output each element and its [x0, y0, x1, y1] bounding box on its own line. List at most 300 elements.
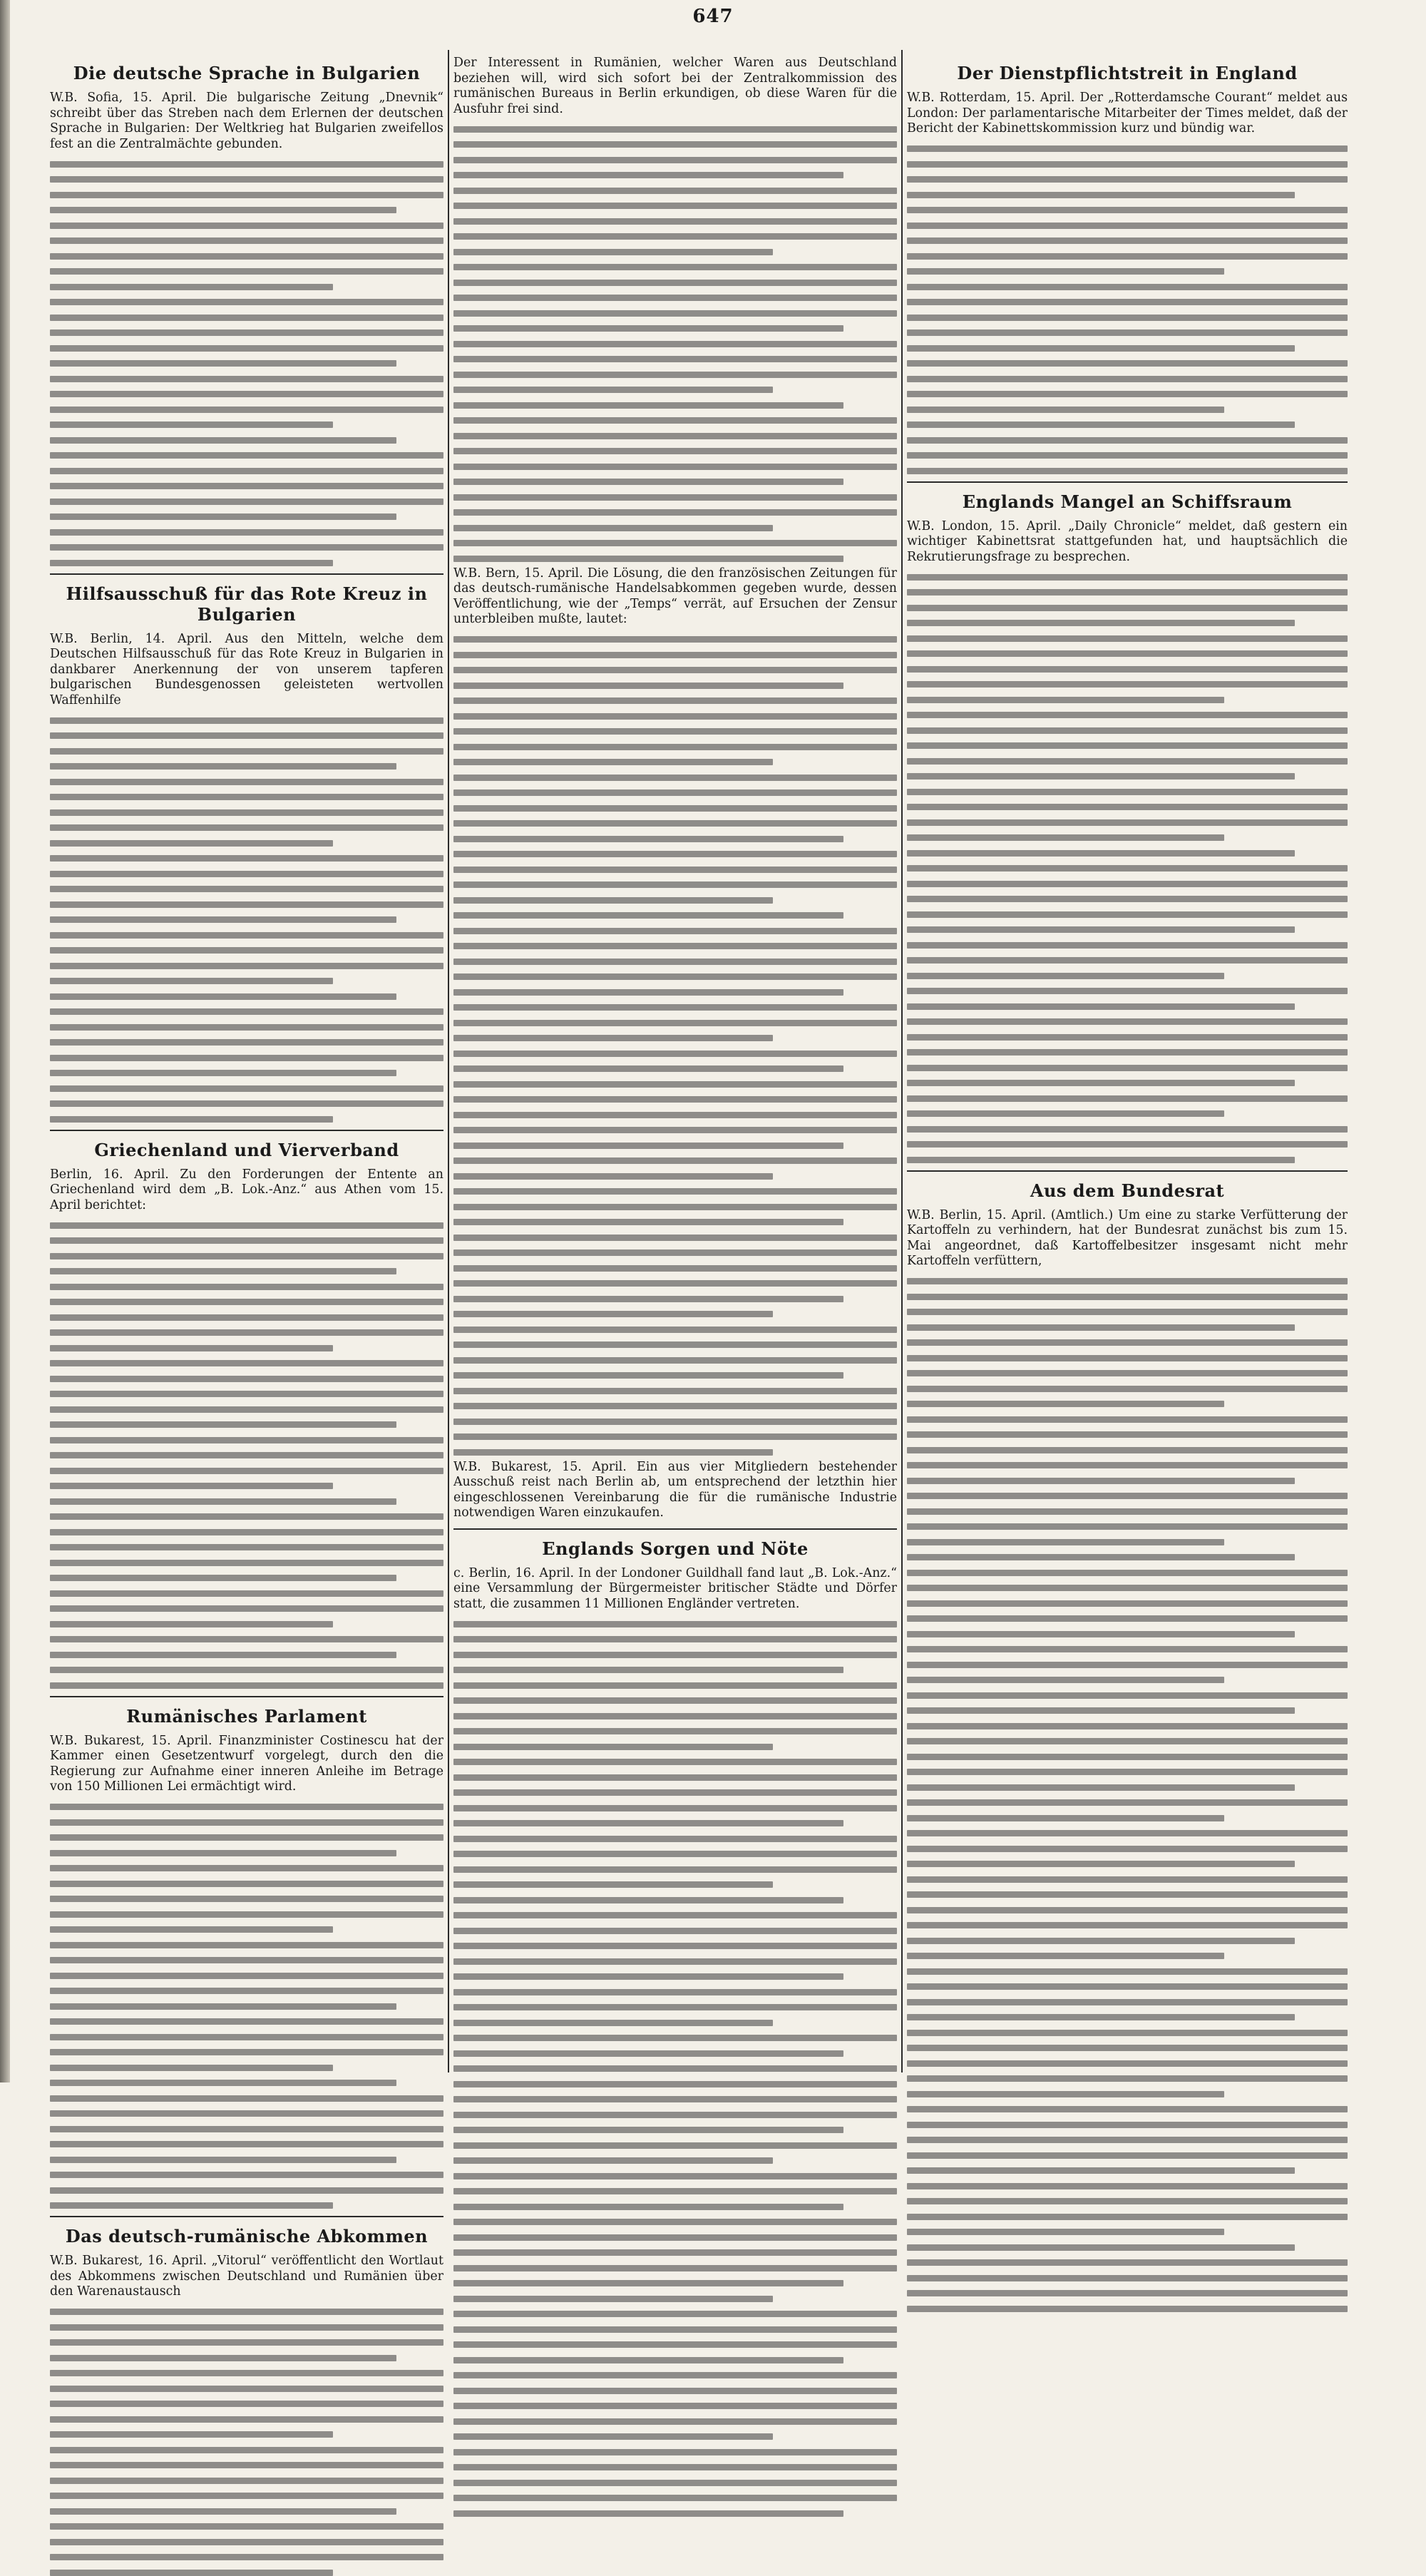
- column-rule: [901, 50, 903, 2072]
- text-line: [907, 666, 1348, 673]
- text-line: [907, 1355, 1348, 1361]
- text-line: [50, 886, 443, 892]
- text-line: [50, 1376, 443, 1382]
- text-line: [907, 1309, 1348, 1315]
- text-line: [453, 509, 897, 516]
- text-line: [453, 1419, 897, 1425]
- text-line: [907, 237, 1348, 244]
- text-line: [453, 1065, 843, 1072]
- text-line: [453, 1652, 897, 1658]
- article-lead: W.B. Bukarest, 15. April. Ein aus vier Mitgliedern bestehender Ausschuß reist nach Berlin ab, um entsprechend der letzthin hier eingeschlossenen Vereinbarung die für die rumänische Industrie notwendigen Waren einzukaufen.: [453, 1459, 897, 1520]
- text-line: [453, 1667, 843, 1673]
- text-line: [907, 2306, 1348, 2312]
- text-line: [907, 376, 1348, 382]
- text-line: [907, 589, 1348, 596]
- text-line: [453, 1989, 897, 1995]
- text-line: [50, 1452, 443, 1458]
- text-line: [453, 744, 897, 750]
- text-line: [907, 1983, 1348, 1990]
- text-line: [50, 932, 443, 939]
- text-line: [907, 1891, 1348, 1898]
- article-body: [50, 717, 443, 1123]
- text-line: [453, 2265, 897, 2271]
- text-line: [453, 805, 897, 812]
- text-line: [453, 325, 843, 332]
- text-line: [453, 1943, 897, 1949]
- text-line: [453, 1433, 897, 1440]
- text-line: [907, 1003, 1295, 1010]
- text-line: [907, 161, 1348, 168]
- text-line: [50, 871, 443, 877]
- text-line: [50, 1085, 443, 1092]
- text-line: [453, 1928, 897, 1934]
- text-line: [907, 1386, 1348, 1392]
- text-line: [50, 1222, 443, 1229]
- text-line: [50, 1437, 443, 1443]
- text-line: [453, 2020, 773, 2026]
- article-bukarest-ausschuss: [453, 1460, 897, 1521]
- text-line: [50, 717, 443, 724]
- text-line: [453, 341, 897, 347]
- text-line: [907, 942, 1348, 949]
- text-line: [50, 1483, 333, 1489]
- text-line: [907, 1141, 1348, 1148]
- text-line: [907, 1692, 1348, 1699]
- text-line: [50, 1391, 443, 1397]
- text-line: [907, 437, 1348, 444]
- text-line: [453, 1327, 897, 1333]
- text-line: [907, 223, 1348, 229]
- text-line: [453, 1219, 843, 1225]
- text-line: [453, 203, 897, 209]
- text-line: [50, 2080, 396, 2086]
- text-line: [50, 2003, 396, 2010]
- text-line: [907, 421, 1295, 428]
- text-line: [453, 1296, 843, 1302]
- text-line: [907, 574, 1348, 581]
- article-lead: W.B. Sofia, 15. April. Die bulgarische Zeitung „Dnevnik“ schreibt über das Streben nach dem Erlernen der deutschen Sprache in Bulgarien: Der Weltkrieg hat Bulgarien zweifellos fest an die Zentralmächte gebunden.: [50, 91, 443, 151]
- text-line: [453, 2127, 843, 2133]
- text-line: [50, 2172, 443, 2178]
- article-deutsche-sprache-bulgarien: [50, 63, 443, 566]
- text-line: [907, 2137, 1348, 2143]
- text-line: [50, 2049, 443, 2055]
- text-line: [453, 851, 897, 857]
- text-line: [50, 1850, 396, 1856]
- text-line: [453, 928, 897, 934]
- text-line: [907, 2122, 1348, 2128]
- text-line: [907, 1585, 1348, 1591]
- article-bundesrat: [907, 1180, 1348, 2312]
- text-line: [907, 1095, 1348, 1102]
- text-line: [453, 1728, 897, 1734]
- text-line: [50, 2370, 443, 2376]
- text-line: [50, 2110, 443, 2117]
- text-line: [907, 697, 1224, 703]
- text-line: [453, 2388, 897, 2394]
- text-line: [50, 1682, 443, 1689]
- article-lead: c. Berlin, 16. April. In der Londoner Guildhall fand laut „B. Lok.-Anz.“ eine Versammlung der Bürgermeister britischer Städte und Dörfer statt, die zusammen 11 Millionen Engländer vertreten.: [453, 1565, 897, 1611]
- text-line: [907, 926, 1295, 933]
- text-line: [907, 1324, 1295, 1331]
- text-line: [907, 1508, 1348, 1515]
- text-line: [907, 253, 1348, 260]
- text-line: [453, 233, 897, 240]
- text-line: [50, 1314, 443, 1321]
- text-line: [453, 417, 897, 424]
- text-line: [907, 391, 1348, 397]
- text-line: [453, 2464, 897, 2470]
- text-line: [50, 2447, 443, 2453]
- article-rumaenisches-parlament: [50, 1706, 443, 2209]
- text-line: [50, 916, 396, 923]
- text-line: [50, 1973, 443, 1979]
- text-line: [907, 1861, 1295, 1867]
- text-line: [907, 911, 1348, 918]
- text-line: [907, 742, 1348, 749]
- text-line: [50, 763, 396, 770]
- text-line: [907, 468, 1348, 474]
- text-line: [50, 2141, 443, 2147]
- text-line: [907, 1754, 1348, 1760]
- text-line: [50, 237, 443, 244]
- text-line: [907, 1110, 1224, 1117]
- text-line: [907, 635, 1348, 642]
- text-line: [50, 779, 443, 785]
- text-line: [453, 2418, 897, 2425]
- text-line: [453, 2357, 843, 2363]
- text-line: [907, 207, 1348, 213]
- text-line: [453, 1051, 897, 1057]
- text-line: [453, 1973, 843, 1980]
- article-bern: [453, 566, 897, 1456]
- text-line: [453, 1388, 897, 1394]
- text-line: [50, 207, 396, 213]
- text-line: [50, 513, 396, 520]
- text-line: [907, 1769, 1348, 1775]
- text-line: [907, 1539, 1224, 1545]
- article-lead: W.B. Rotterdam, 15. April. Der „Rotterdamsche Courant“ meldet aus London: Der parlamentarische Mitarbeiter der Times meldet, daß der Bericht der Kabinettskommission kurz und bündig war.: [907, 91, 1348, 136]
- article-divider: [453, 1528, 897, 1530]
- text-line: [907, 1080, 1295, 1086]
- text-line: [50, 1406, 443, 1413]
- text-line: [907, 850, 1295, 857]
- text-line: [907, 2030, 1348, 2036]
- text-line: [907, 315, 1348, 321]
- column-rule: [448, 50, 449, 2072]
- text-line: [907, 2014, 1295, 2020]
- text-line: [453, 2280, 843, 2286]
- article-schiffsraum: [907, 491, 1348, 1163]
- text-line: [50, 1590, 443, 1597]
- text-line: [453, 1372, 843, 1379]
- text-line: [453, 1081, 897, 1088]
- text-line: [907, 145, 1348, 152]
- text-line: [453, 636, 897, 643]
- text-line: [453, 1881, 773, 1888]
- text-line: [907, 804, 1348, 810]
- text-line: [50, 1575, 396, 1581]
- text-line: [50, 1468, 443, 1474]
- text-line: [50, 1667, 443, 1673]
- text-line: [50, 2339, 443, 2346]
- text-line: [50, 993, 396, 1000]
- article-headline: Der Dienstpflichtstreit in England: [957, 63, 1298, 83]
- text-line: [50, 2034, 443, 2040]
- article-body: [453, 636, 897, 1456]
- text-line: [907, 192, 1295, 198]
- text-line: [453, 126, 897, 133]
- text-line: [907, 2091, 1224, 2097]
- text-line: [907, 1294, 1348, 1300]
- text-line: [453, 556, 843, 562]
- text-line: [907, 1600, 1348, 1607]
- text-line: [453, 1851, 897, 1857]
- text-line: [907, 1034, 1348, 1041]
- text-line: [453, 2495, 897, 2501]
- text-line: [907, 1478, 1295, 1484]
- text-line: [453, 943, 897, 949]
- text-line: [453, 1403, 897, 1409]
- article-dienstpflichtstreit: [907, 63, 1348, 474]
- article-body: [50, 161, 443, 566]
- text-line: [453, 387, 773, 393]
- text-line: [50, 176, 443, 183]
- text-line: [453, 2173, 897, 2179]
- text-line: [453, 1682, 897, 1689]
- text-line: [907, 1157, 1295, 1163]
- text-line: [907, 1126, 1348, 1133]
- text-line: [453, 1759, 897, 1765]
- text-line: [907, 1738, 1348, 1744]
- text-line: [50, 268, 443, 275]
- text-line: [453, 1713, 897, 1719]
- text-line: [453, 1744, 773, 1750]
- text-line: [50, 2570, 333, 2576]
- text-line: [50, 1284, 443, 1290]
- text-line: [50, 809, 443, 816]
- text-line: [50, 345, 443, 352]
- text-line: [907, 2106, 1348, 2112]
- article-headline: Englands Mangel an Schiffsraum: [962, 491, 1293, 512]
- text-line: [907, 1968, 1348, 1975]
- text-line: [453, 973, 897, 980]
- article-divider: [50, 1130, 443, 1131]
- column-2: [453, 56, 897, 2068]
- text-line: [453, 540, 897, 546]
- text-line: [453, 2112, 897, 2118]
- text-line: [907, 345, 1295, 352]
- text-line: [50, 223, 443, 229]
- text-line: [50, 947, 443, 954]
- text-line: [907, 284, 1348, 290]
- text-line: [907, 727, 1348, 734]
- text-line: [50, 253, 443, 260]
- text-line: [453, 1341, 897, 1348]
- article-headline: Griechenland und Vierverband: [94, 1139, 399, 1160]
- text-line: [907, 2214, 1348, 2220]
- text-line: [453, 2065, 897, 2072]
- text-line: [453, 1143, 843, 1149]
- text-line: [907, 1570, 1348, 1576]
- text-line: [453, 280, 897, 286]
- article-headline: Die deutsche Sprache in Bulgarien: [73, 63, 421, 83]
- text-line: [907, 1999, 1348, 2005]
- text-line: [50, 299, 443, 305]
- article-lead: W.B. Bukarest, 16. April. „Vitorul“ veröffentlicht den Wortlaut des Abkommens zwischen Deutschland und Rumänien über den Warenaustausch: [50, 2254, 443, 2299]
- article-headline: Hilfsausschuß für das Rote Kreuz in Bulgarien: [66, 583, 428, 625]
- text-line: [453, 433, 897, 439]
- text-line: [907, 1401, 1224, 1407]
- text-line: [907, 1049, 1348, 1056]
- text-line: [453, 1311, 773, 1317]
- text-line: [50, 437, 396, 444]
- text-line: [907, 1846, 1348, 1852]
- text-line: [50, 1988, 443, 1994]
- text-line: [50, 529, 443, 536]
- text-line: [453, 881, 897, 888]
- text-line: [907, 1662, 1348, 1668]
- text-line: [907, 329, 1348, 336]
- text-line: [907, 681, 1348, 688]
- text-line: [907, 973, 1224, 979]
- text-line: [50, 1345, 333, 1351]
- article-abkommen-continued: [453, 56, 897, 562]
- text-line: [50, 468, 443, 474]
- text-line: [907, 2244, 1295, 2251]
- text-line: [50, 499, 443, 505]
- text-line: [907, 834, 1224, 841]
- text-line: [907, 1876, 1348, 1883]
- text-line: [453, 1112, 897, 1118]
- text-line: [50, 1116, 333, 1123]
- text-line: [453, 2157, 773, 2164]
- text-line: [453, 1004, 897, 1011]
- text-line: [50, 2462, 443, 2468]
- text-line: [453, 1204, 897, 1210]
- text-line: [50, 1560, 443, 1566]
- text-line: [453, 310, 897, 317]
- text-line: [50, 1008, 443, 1015]
- text-line: [50, 1834, 443, 1841]
- text-line: [907, 1523, 1348, 1530]
- text-line: [453, 1265, 897, 1272]
- page-edge: [0, 0, 10, 2082]
- text-line: [453, 188, 897, 194]
- text-line: [50, 855, 443, 862]
- text-line: [907, 1677, 1224, 1683]
- page-number: 647: [692, 6, 734, 27]
- text-line: [453, 1836, 897, 1842]
- text-line: [453, 1280, 897, 1287]
- text-line: [453, 295, 897, 301]
- text-line: [907, 1723, 1348, 1729]
- text-line: [50, 1804, 443, 1810]
- text-line: [907, 957, 1348, 964]
- text-line: [453, 2403, 897, 2409]
- text-line: [907, 712, 1348, 718]
- text-line: [50, 2386, 443, 2392]
- text-line: [453, 713, 897, 720]
- text-line: [453, 652, 897, 658]
- text-line: [50, 1055, 443, 1061]
- text-line: [50, 2095, 443, 2102]
- text-line: [453, 402, 843, 409]
- article-body: [50, 1804, 443, 2209]
- text-line: [453, 2372, 897, 2378]
- text-line: [50, 1865, 443, 1871]
- text-line: [453, 1774, 897, 1781]
- article-lead: Berlin, 16. April. Zu den Forderungen der Entente an Griechenland wird dem „B. Lok.-Anz.“ aus Athen vom 15. April berichtet:: [50, 1167, 443, 1212]
- text-line: [453, 775, 897, 781]
- text-line: [453, 141, 897, 148]
- text-line: [453, 959, 897, 965]
- article-headline: Aus dem Bundesrat: [1030, 1180, 1225, 1201]
- column-1: [50, 56, 443, 2299]
- column-3: [907, 56, 1348, 2068]
- text-line: [50, 421, 333, 428]
- text-line: [50, 1529, 443, 1535]
- text-line: [453, 1958, 897, 1965]
- text-line: [453, 356, 897, 362]
- article-divider: [50, 2216, 443, 2217]
- text-line: [50, 284, 333, 290]
- text-line: [907, 773, 1295, 780]
- text-line: [453, 2249, 897, 2256]
- text-line: [453, 448, 897, 454]
- text-line: [907, 1018, 1348, 1025]
- text-line: [50, 2523, 443, 2530]
- text-line: [907, 2060, 1348, 2067]
- text-line: [907, 2045, 1348, 2051]
- text-line: [50, 483, 443, 489]
- text-line: [907, 1554, 1295, 1560]
- text-line: [50, 2126, 443, 2132]
- text-line: [453, 836, 843, 842]
- text-line: [453, 2234, 897, 2241]
- text-line: [907, 1416, 1348, 1423]
- text-line: [907, 1065, 1348, 1071]
- text-line: [907, 299, 1348, 305]
- text-line: [453, 789, 897, 796]
- text-line: [453, 2341, 897, 2348]
- article-headline: Rumänisches Parlament: [126, 1705, 367, 1727]
- text-line: [453, 264, 897, 270]
- text-line: [907, 2183, 1348, 2189]
- text-line: [50, 2187, 443, 2194]
- article-divider: [907, 481, 1348, 483]
- text-line: [907, 620, 1295, 626]
- text-line: [453, 1096, 897, 1103]
- article-divider: [50, 573, 443, 575]
- text-line: [907, 789, 1348, 795]
- text-line: [907, 1646, 1348, 1652]
- text-line: [50, 2554, 443, 2560]
- text-line: [50, 2493, 443, 2499]
- text-line: [907, 2198, 1348, 2204]
- text-line: [50, 963, 443, 969]
- text-line: [907, 650, 1348, 657]
- text-line: [50, 391, 443, 397]
- text-line: [50, 1360, 443, 1366]
- text-line: [907, 1707, 1295, 1714]
- text-line: [453, 2204, 843, 2210]
- text-line: [907, 1784, 1295, 1791]
- text-line: [907, 1615, 1348, 1622]
- text-line: [50, 978, 333, 984]
- text-line: [453, 2219, 897, 2225]
- text-line: [50, 544, 443, 551]
